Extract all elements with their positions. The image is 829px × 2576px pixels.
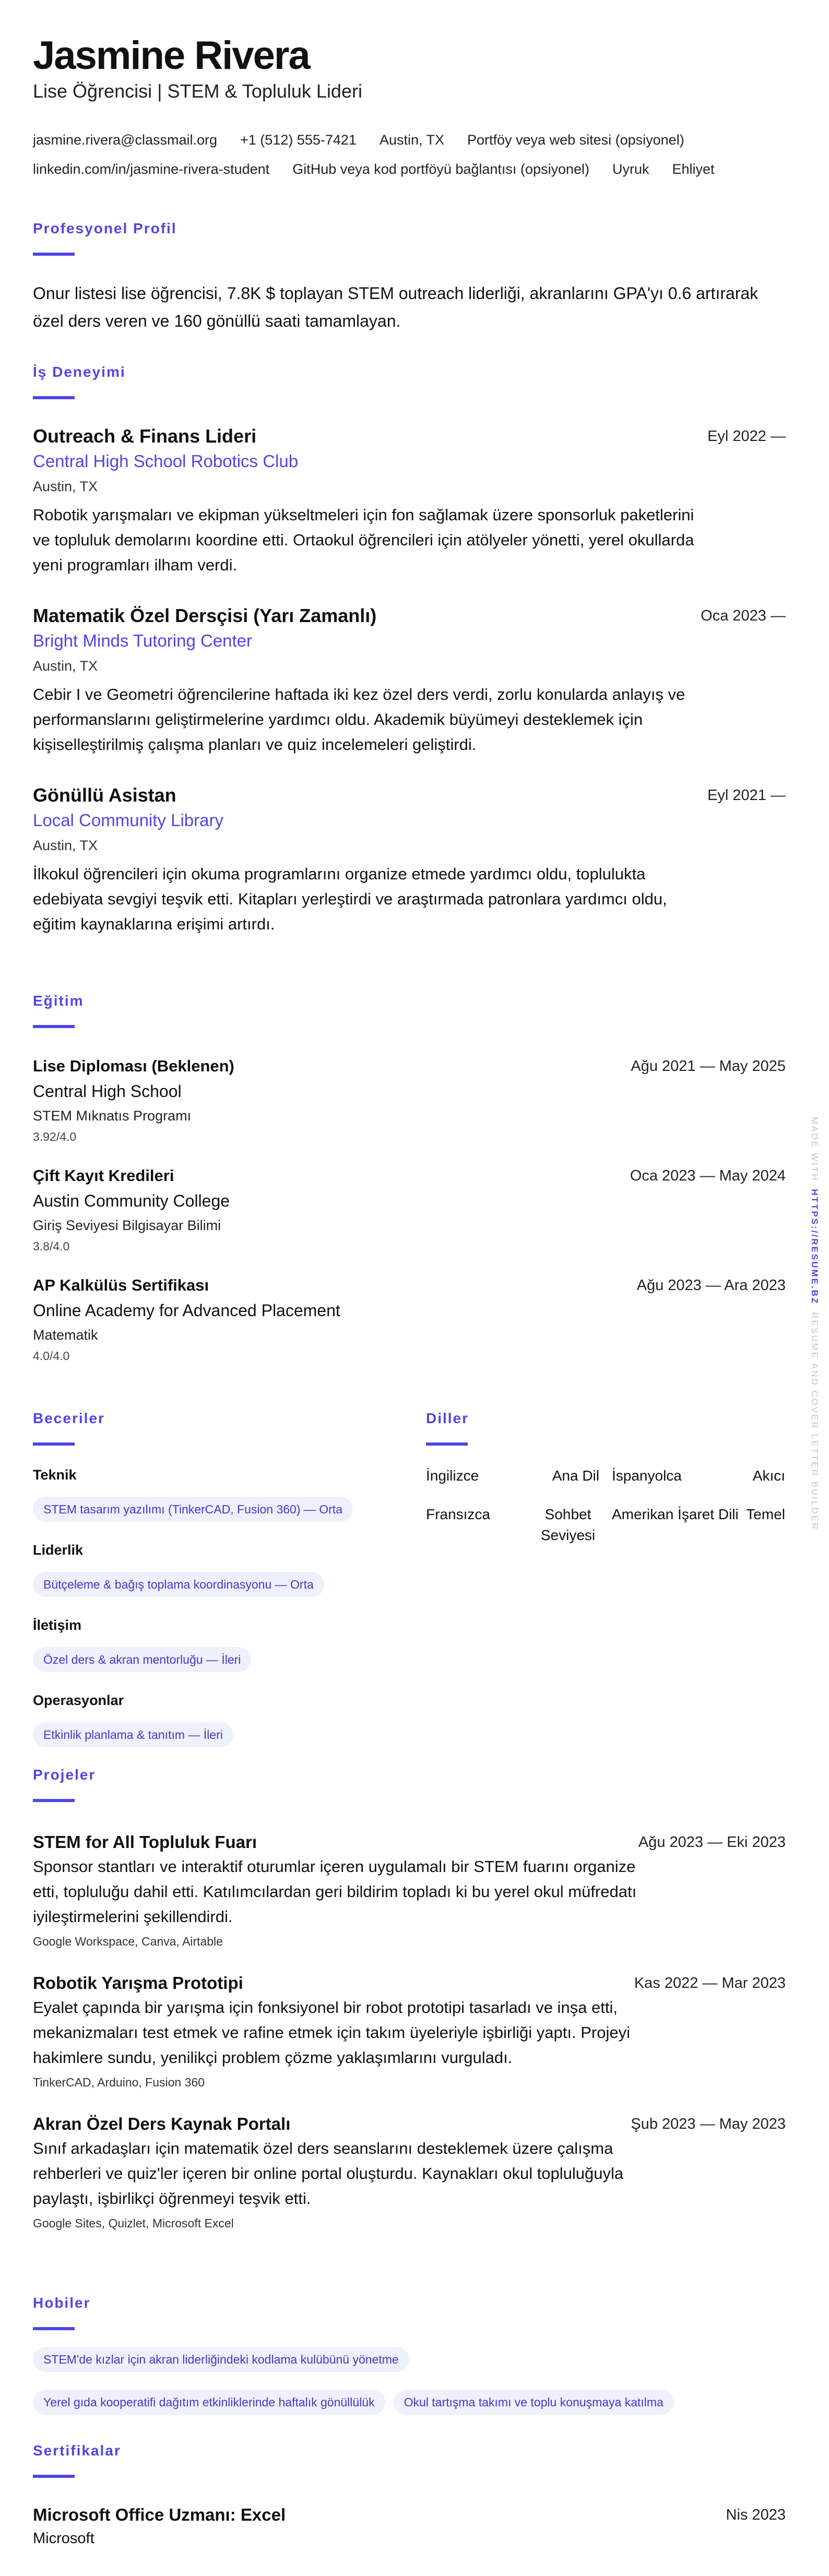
skill-pill: STEM tasarım yazılımı (TinkerCAD, Fusion 360) — Orta (33, 1497, 353, 1522)
contact-email[interactable]: jasmine.rivera@classmail.org (33, 132, 218, 148)
education-date: Ağu 2023 — Ara 2023 (636, 1277, 786, 1294)
education-entry (33, 1273, 786, 1365)
skill-group (33, 1464, 398, 1522)
job-title: Gönüllü Asistan (33, 784, 176, 806)
watermark-link[interactable]: HTTPS://RESUME.BZ (810, 1189, 820, 1305)
language-level: Temel (746, 1506, 785, 1522)
language-level: Sohbet Seviyesi (540, 1506, 596, 1543)
language-name: İspanyolca (612, 1468, 682, 1484)
certification-title: Microsoft Office Uzmanı: Excel (33, 2505, 286, 2524)
skill-pill: Özel ders & akran mentorluğu — İleri (33, 1647, 251, 1672)
experience-entry (33, 783, 786, 937)
experience-entry (33, 604, 786, 757)
degree-title: AP Kalkülüs Sertifikası (33, 1276, 209, 1294)
section-underline (33, 1799, 75, 1802)
contact-github[interactable]: GitHub veya kod portföyü bağlantısı (opsiyonel) (292, 161, 589, 177)
degree-title: Lise Diploması (Beklenen) (33, 1057, 234, 1075)
school-name: Online Academy for Advanced Placement (33, 1301, 340, 1320)
project-date: Ağu 2023 — Eki 2023 (638, 1834, 786, 1851)
job-date: Oca 2023 — (701, 607, 786, 624)
watermark-suffix: RESUME AND COVER LETTER BUILDER (810, 1312, 820, 1531)
project-entry (33, 1971, 786, 2094)
job-description: Robotik yarışmaları ve ekipman yükseltmeleri için fon sağlamak üzere sponsorluk paketlerini ve topluluk demolarını koordine etti. Ortaokul öğrencileri için atölyeler yönetti, yerel okullarda yeni programları ilham verdi. (33, 506, 694, 574)
project-date: Kas 2022 — Mar 2023 (634, 1975, 786, 1991)
degree-title: Çift Kayıt Kredileri (33, 1166, 174, 1185)
job-title: Outreach & Finans Lideri (33, 425, 257, 447)
contact-phone: +1 (512) 555-7421 (240, 132, 357, 148)
gpa: 3.8/4.0 (33, 1239, 70, 1253)
project-description: Sponsor stantları ve interaktif oturumlar içeren uygulamalı bir STEM fuarını organize etti, topluluğu dahil etti. Katılımcılardan geri bildirim topladı ki bu yerel okul müfredatı iyileştirmelerini şekillendirdi. (33, 1857, 637, 1926)
section-heading: Hobiler (33, 2295, 91, 2311)
section-underline (33, 253, 75, 256)
skill-group-name: İletişim (33, 1617, 82, 1633)
language-name: İngilizce (426, 1468, 479, 1484)
project-entry (33, 1830, 786, 1953)
section-underline (33, 2327, 75, 2330)
hobby-pill: STEM'de kızlar için akran liderliğindeki kodlama kulübünü yönetme (33, 2347, 409, 2372)
section-heading: Projeler (33, 1767, 96, 1783)
job-location: Austin, TX (33, 479, 98, 494)
language-level: Akıcı (752, 1468, 785, 1484)
languages-section (426, 1409, 786, 1546)
job-location: Austin, TX (33, 838, 98, 853)
project-tech: TinkerCAD, Arduino, Fusion 360 (33, 2076, 205, 2089)
project-date: Şub 2023 — May 2023 (631, 2116, 786, 2132)
section-heading: Eğitim (33, 993, 84, 1009)
section-heading: Sertifikalar (33, 2442, 121, 2459)
skill-group (33, 1540, 398, 1597)
skill-group (33, 1690, 398, 1747)
experience-entry (33, 424, 786, 578)
language-item (426, 1504, 599, 1546)
project-tech: Google Sites, Quizlet, Microsoft Excel (33, 2216, 234, 2230)
contact-location: Austin, TX (379, 132, 444, 148)
job-date: Eyl 2022 — (707, 428, 786, 445)
project-title: Akran Özel Ders Kaynak Portalı (33, 2114, 291, 2133)
watermark (809, 1117, 820, 1531)
skill-pill: Bütçeleme & bağış toplama koordinasyonu — Orta (33, 1572, 324, 1597)
field-of-study: Matematik (33, 1327, 98, 1343)
certification-entry (33, 2503, 786, 2550)
contact-linkedin[interactable]: linkedin.com/in/jasmine-rivera-student (33, 161, 270, 177)
certifications-section (33, 2441, 786, 2550)
skill-group-name: Liderlik (33, 1542, 84, 1558)
school-name: Central High School (33, 1082, 182, 1101)
job-company: Local Community Library (33, 810, 223, 830)
contact-portfolio[interactable]: Portföy veya web sitesi (opsiyonel) (467, 132, 684, 148)
education-entry (33, 1164, 786, 1256)
certification-date: Nis 2023 (726, 2507, 786, 2523)
candidate-name: Jasmine Rivera (33, 33, 310, 78)
section-heading: Profesyonel Profil (33, 220, 177, 236)
hobbies-section (33, 2294, 786, 2415)
skill-pill: Etkinlik planlama & tanıtım — İleri (33, 1722, 233, 1747)
skills-section (33, 1409, 398, 1765)
watermark-prefix: MADE WITH (810, 1117, 820, 1182)
profile-section (33, 219, 786, 335)
field-of-study: Giriş Seviyesi Bilgisayar Bilimi (33, 1218, 221, 1233)
job-description: Cebir I ve Geometri öğrencilerine haftada iki kez özel ders verdi, zorlu konularda anlayış ve performanslarını geliştirmelerine yardımcı oldu. Akademik büyümeyi desteklemek için kişiselleştirilmiş çalışma planları ve quiz incelemeleri geliştirdi. (33, 685, 685, 754)
section-underline (426, 1442, 468, 1446)
job-description: İlkokul öğrencileri için okuma programlarını organize etmede yardımcı oldu, toplulukta edebiyata sevgiyi teşvik etti. Kitapları yerleştirdi ve araştırmada patronlara yardımcı oldu, eğitim kaynaklarına erişimi artırdı. (33, 865, 667, 933)
projects-section (33, 1766, 786, 2235)
project-title: STEM for All Topluluk Fuarı (33, 1832, 257, 1852)
candidate-subtitle: Lise Öğrencisi | STEM & Topluluk Lideri (33, 80, 362, 102)
gpa: 4.0/4.0 (33, 1349, 70, 1363)
language-name: Fransızca (426, 1506, 490, 1522)
language-item (426, 1465, 599, 1486)
project-entry (33, 2112, 786, 2235)
education-date: Oca 2023 — May 2024 (630, 1167, 786, 1184)
education-date: Ağu 2021 — May 2025 (631, 1058, 786, 1075)
school-name: Austin Community College (33, 1191, 230, 1210)
section-underline (33, 1442, 75, 1446)
experience-section (33, 363, 786, 937)
language-name: Amerikan İşaret Dili (612, 1506, 739, 1522)
language-item (612, 1465, 785, 1486)
education-section (33, 992, 786, 1365)
project-tech: Google Workspace, Canva, Airtable (33, 1935, 223, 1948)
language-level: Ana Dil (552, 1468, 599, 1484)
profile-summary: Onur listesi lise öğrencisi, 7.8K $ toplayan STEM outreach liderliği, akranlarını GPA'yı 0.6 artırarak özel ders veren ve 160 gönüllü saati tamamlayan. (33, 284, 759, 330)
skill-group-name: Teknik (33, 1467, 77, 1483)
job-company: Central High School Robotics Club (33, 451, 299, 471)
hobby-pill: Yerel gıda kooperatifi dağıtım etkinliklerinde haftalık gönüllülük (33, 2390, 385, 2415)
job-company: Bright Minds Tutoring Center (33, 631, 253, 650)
education-entry (33, 1054, 786, 1146)
contact-license: Ehliyet (672, 161, 715, 177)
section-underline (33, 1025, 75, 1028)
job-date: Eyl 2021 — (707, 787, 786, 804)
section-underline (33, 2475, 75, 2478)
section-underline (33, 396, 75, 399)
gpa: 3.92/4.0 (33, 1130, 77, 1143)
section-heading: Diller (426, 1410, 469, 1426)
project-description: Eyalet çapında bir yarışma için fonksiyonel bir robot prototipi tasarladı ve inşa etti, mekanizmaları test etmek ve rafine etmek için takım üyeleriyle işbirliği yaptı. Projeyi hakimlere sundu, yenilikçi problem çözme yaklaşımlarını vurguladı. (33, 1998, 630, 2067)
section-heading: Beceriler (33, 1410, 105, 1426)
contact-info (33, 125, 795, 184)
project-title: Robotik Yarışma Prototipi (33, 1973, 243, 1993)
skill-group-name: Operasyonlar (33, 1692, 124, 1708)
job-title: Matematik Özel Dersçisi (Yarı Zamanlı) (33, 605, 377, 626)
project-description: Sınıf arkadaşları için matematik özel ders seanslarını desteklemek üzere çalışma rehberleri ve quiz'ler içeren bir online portal oluşturdu. Kaynakları okul topluluğuyla paylaştı, işbirlikçi öğrenmeyi teşvik etti. (33, 2139, 624, 2208)
certification-issuer: Microsoft (33, 2530, 94, 2547)
field-of-study: STEM Mıknatıs Programı (33, 1108, 192, 1124)
hobby-pill: Okul tartışma takımı ve toplu konuşmaya katılma (394, 2390, 674, 2415)
job-location: Austin, TX (33, 658, 98, 674)
contact-nationality: Uyruk (612, 161, 649, 177)
section-heading: İş Deneyimi (33, 364, 126, 380)
language-item (612, 1504, 785, 1546)
skill-group (33, 1615, 398, 1672)
